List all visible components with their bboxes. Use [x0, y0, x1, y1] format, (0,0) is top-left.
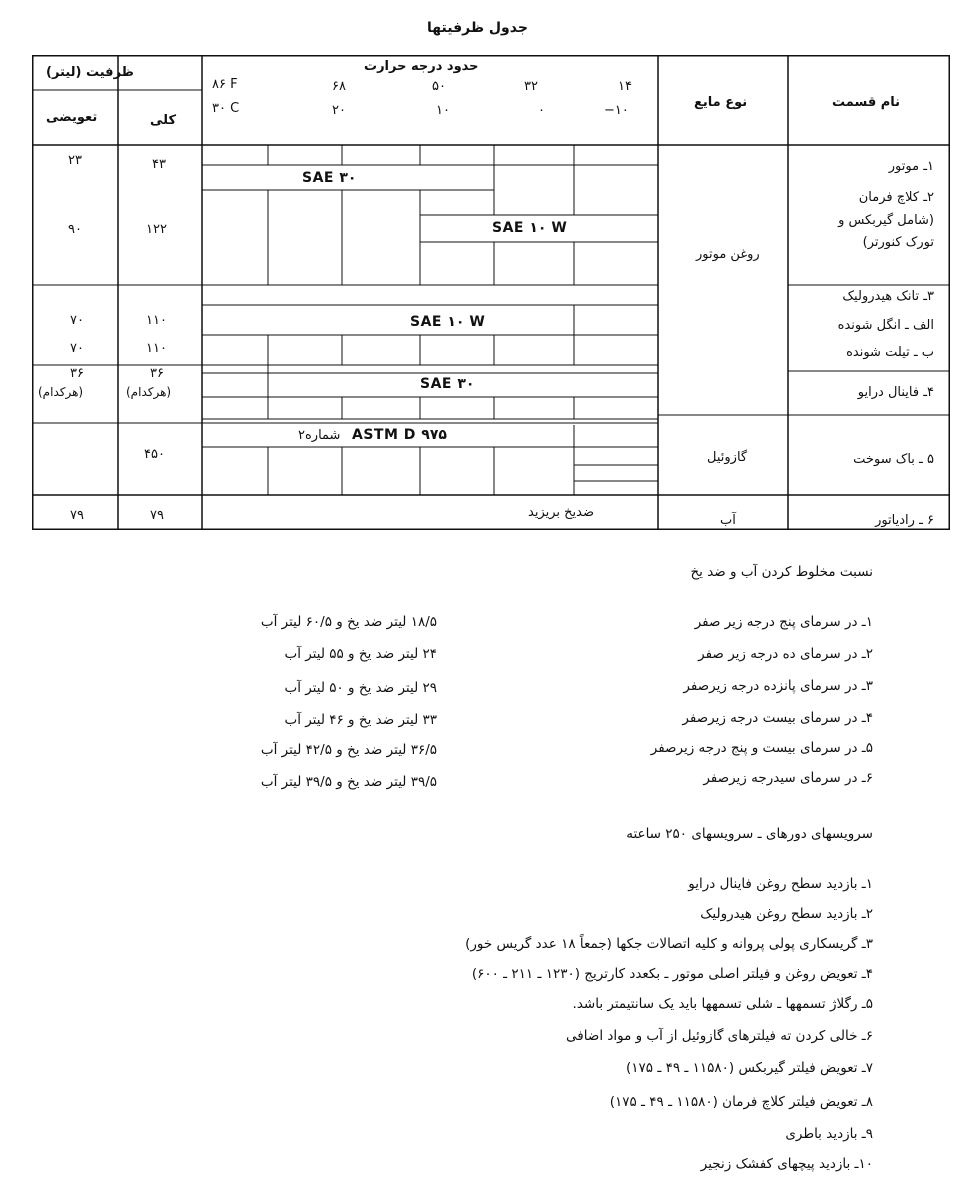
temp-f-14: ۱۴ [618, 79, 632, 94]
fluid-engine-oil: روغن موتور [696, 247, 760, 262]
mix-ratio-2: ۲۴ لیتر ضد یخ و ۵۵ لیتر آب [284, 646, 437, 662]
service-heading: سرویسهای دورهای ـ سرویسهای ۲۵۰ ساعته [626, 826, 873, 842]
mix-heading: نسبت مخلوط کردن آب و ضد یخ [690, 564, 873, 580]
hyd-a-replace: ۷۰ [70, 313, 84, 328]
temp-f-50: ۵۰ [432, 79, 446, 94]
antifreeze-label: ضدیخ بریزید [528, 505, 595, 520]
header-capacity: ظرفیت (لیتر) [46, 65, 134, 80]
header-total: کلی [150, 113, 177, 128]
part-clutch-2: (شامل گیربکس و [838, 213, 934, 228]
oil-sae30-engine: SAE ۳۰ [302, 170, 357, 186]
rad-replace: ۷۹ [70, 508, 84, 523]
temp-f-68: ۶۸ [332, 79, 346, 94]
fuel-total: ۴۵۰ [144, 447, 165, 462]
page-title: جدول ظرفیتها [427, 20, 528, 36]
mix-cond-4: ۴ـ در سرمای بیست درجه زیرصفر [682, 710, 873, 726]
temp-c-10: ۱۰ [436, 103, 450, 118]
service-item-6: ۶ـ خالی کردن ته فیلترهای گازوئیل از آب و مواد اضافی [566, 1028, 873, 1044]
mix-ratio-6: ۳۹/۵ لیتر ضد یخ و ۳۹/۵ لیتر آب [260, 774, 437, 790]
mix-ratio-3: ۲۹ لیتر ضد یخ و ۵۰ لیتر آب [284, 680, 437, 696]
rad-total: ۷۹ [150, 508, 164, 523]
service-item-1: ۱ـ بازدید سطح روغن فاینال درایو [688, 876, 873, 892]
mix-ratio-5: ۳۶/۵ لیتر ضد یخ و ۴۲/۵ لیتر آب [260, 742, 437, 758]
oil-astm-no: شماره۲ [298, 428, 341, 443]
oil-sae10w-clutch: SAE ۱۰ W [492, 220, 568, 236]
service-item-9: ۹ـ بازدید باطری [785, 1126, 873, 1142]
temp-f-86: ۸۶ F [212, 77, 238, 92]
service-item-3: ۳ـ گریسکاری پولی پروانه و کلیه اتصالات جکها (جمعاً ۱۸ عدد گریس خور) [465, 936, 873, 952]
hyd-a-total: ۱۱۰ [146, 313, 167, 328]
temp-c-0: ۰ [538, 103, 545, 118]
oil-sae30-final: SAE ۳۰ [420, 376, 475, 392]
header-temp-range: حدود درجه حرارت [364, 59, 479, 74]
part-radiator: ۶ ـ رادیاتور [875, 513, 934, 528]
final-replace: ۳۶ [70, 366, 84, 381]
service-item-7: ۷ـ تعویض فیلتر گیربکس (۱۱۵۸۰ ـ ۴۹ ـ ۱۷۵) [625, 1060, 873, 1076]
clutch-replace: ۹۰ [68, 222, 82, 237]
mix-cond-5: ۵ـ در سرمای بیست و پنج درجه زیرصفر [650, 740, 873, 756]
mix-cond-3: ۳ـ در سرمای پانزده درجه زیرصفر [683, 678, 873, 694]
clutch-total: ۱۲۲ [146, 222, 167, 237]
mix-ratio-1: ۱۸/۵ لیتر ضد یخ و ۶۰/۵ لیتر آب [260, 614, 437, 630]
part-final-drive: ۴ـ فاینال درایو [857, 385, 934, 400]
hyd-b-replace: ۷۰ [70, 341, 84, 356]
final-total-note: (هرکدام) [126, 385, 172, 399]
part-hydraulic-3: ب ـ تیلت شونده [846, 345, 934, 360]
engine-total: ۴۳ [152, 157, 166, 172]
mix-cond-1: ۱ـ در سرمای پنج درجه زیر صفر [694, 614, 873, 630]
oil-sae10w-hydraulic: SAE ۱۰ W [410, 314, 486, 330]
header-fluid-type: نوع مایع [694, 95, 748, 110]
part-fuel-tank: ۵ ـ باک سوخت [853, 452, 934, 467]
fluid-water: آب [720, 513, 736, 528]
header-replace: تعویضی [46, 110, 98, 125]
service-item-10: ۱۰ـ بازدید پیچهای کفشک زنجیر [700, 1156, 873, 1172]
part-hydraulic-1: ۳ـ تانک هیدرولیک [842, 289, 934, 304]
mix-ratio-4: ۳۳ لیتر ضد یخ و ۴۶ لیتر آب [284, 712, 437, 728]
final-replace-note: (هرکدام) [38, 385, 84, 399]
final-total: ۳۶ [150, 366, 164, 381]
temp-f-32: ۳۲ [524, 79, 538, 94]
service-item-8: ۸ـ تعویض فیلتر کلاچ فرمان (۱۱۵۸۰ ـ ۴۹ ـ ۱۷۵) [609, 1094, 873, 1110]
part-clutch-3: تورک کنورتر) [862, 235, 934, 250]
header-part-name: نام قسمت [832, 95, 901, 110]
service-item-5: ۵ـ رگلاژ تسمهها ـ شلی تسمهها باید یک سانتیمتر باشد. [572, 996, 873, 1012]
temp-c-minus10: −۱۰ [604, 103, 629, 118]
capacity-table [32, 55, 950, 530]
service-item-2: ۲ـ بازدید سطح روغن هیدرولیک [700, 906, 873, 922]
mix-cond-6: ۶ـ در سرمای سیدرجه زیرصفر [703, 770, 873, 786]
temp-c-30: ۳۰ C [212, 101, 240, 116]
oil-astm: ASTM D ۹۷۵ [352, 427, 447, 443]
part-clutch-1: ۲ـ کلاچ فرمان [858, 190, 934, 205]
mix-cond-2: ۲ـ در سرمای ده درجه زیر صفر [698, 646, 873, 662]
service-item-4: ۴ـ تعویض روغن و فیلتر اصلی موتور ـ بکعدد کارتریج (۱۲۳۰ ـ ۲۱۱ ـ ۶۰۰) [471, 966, 873, 982]
part-engine: ۱ـ موتور [888, 159, 934, 174]
temp-c-20: ۲۰ [332, 103, 346, 118]
part-hydraulic-2: الف ـ انگل شونده [837, 318, 934, 333]
hyd-b-total: ۱۱۰ [146, 341, 167, 356]
fluid-diesel: گازوئیل [707, 450, 748, 465]
engine-replace: ۲۳ [68, 153, 82, 168]
